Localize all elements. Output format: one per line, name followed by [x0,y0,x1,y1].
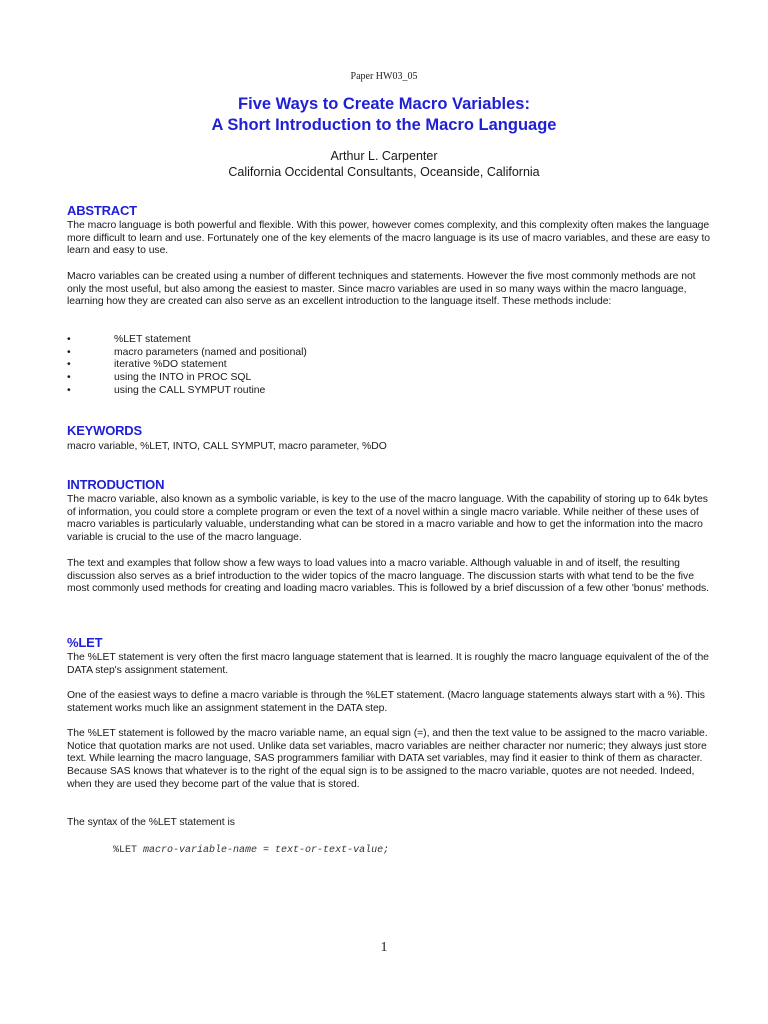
let-heading: %LET [67,635,103,650]
list-item: • %LET statement [67,334,191,345]
author-block [0,148,768,180]
list-item: • using the INTO in PROC SQL [67,372,252,384]
let-paragraph-3: The %LET statement is followed by the macro variable name, an equal sign (=), and then the text value to be assigned to the macro variable. Notice that quotation marks are not used. Unlike data set variables, macro variables are neither character nor numeric; they always just store text. While learning the macro language, SAS programmers familiar with DATA set variables, may find it easier to think of them as character. Because SAS knows that whatever is to the right of the equal sign is to be assigned to the macro variable, quotes are not needed. Indeed, when they are used they become part of the value that is stored. [67,728,708,790]
code-arguments: macro-variable-name = text-or-text-value; [143,845,390,856]
title-line-2: A Short Introduction to the Macro Language [211,116,557,134]
introduction-paragraph-1: The macro variable, also known as a symbolic variable, is key to the use of the macro language. With the capability of storing up to 64k bytes of information, you could store a complete program or even the text of a novel within a single macro variable. While neither of these uses of macro variables is particularly valuable, understanding what can be stored in a macro variable and how to get the information into the macro variable is crucial to the use of the macro language. [67,494,708,544]
abstract-paragraph-2: Macro variables can be created using a number of different techniques and statements. However the five most commonly methods are not only the most useful, but also among the easiest to master. Since macro variables are used in so many ways within the macro language, learning how they are created can also serve as an excellent introduction to the language itself. These methods include: [67,271,696,308]
list-item: • using the CALL SYMPUT routine [67,384,266,396]
introduction-paragraph-2: The text and examples that follow show a few ways to load values into a macro variable. Although valuable in and of itself, the resulting discussion also serves as a brief introduction to the wider topics of the macro language. The discussion starts with what tend to be the five most commonly used methods for creating and loading macro variables. This is followed by a brief discussion of a few other 'bonus' methods. [67,558,709,595]
keywords-text: macro variable, %LET, INTO, CALL SYMPUT, macro parameter, %DO [67,441,387,452]
bullet-icon: • [67,334,71,345]
keywords-heading: KEYWORDS [67,423,142,438]
paper-id: Paper HW03_05 [350,71,418,82]
bullet-icon: • [67,346,71,358]
let-syntax-code [113,845,389,856]
bullet-icon: • [67,384,71,396]
bullet-icon: • [67,359,71,371]
introduction-heading: INTRODUCTION [67,477,165,492]
code-keyword: %LET [113,845,138,856]
methods-list [67,334,307,398]
author-name: Arthur L. Carpenter [330,149,438,163]
paper-title [0,94,768,136]
page-number: 1 [380,940,388,955]
bullet-icon: • [67,372,71,384]
title-line-1: Five Ways to Create Macro Variables: [238,95,530,113]
abstract-paragraph-1: The macro language is both powerful and flexible. With this power, however comes complexity, and this complexity often makes the language more difficult to learn and use. Fortunately one of the key elements of the macro language is its use of macro variables, and these are easy to learn and easy to use. [67,220,711,257]
abstract-heading: ABSTRACT [67,203,137,218]
list-item: • iterative %DO statement [67,359,227,371]
let-paragraph-1: The %LET statement is very often the first macro language statement that is learned. It is roughly the macro language equivalent of the of the DATA step's assignment statement. [67,652,709,676]
let-paragraph-4: The syntax of the %LET statement is [67,817,235,828]
let-paragraph-2: One of the easiest ways to define a macro variable is through the %LET statement. (Macro language statements always start with a %). This statement works much like an assignment statement in the DATA step. [67,690,705,714]
list-item: • macro parameters (named and positional) [67,346,307,358]
author-affiliation: California Occidental Consultants, Oceanside, California [228,165,540,179]
